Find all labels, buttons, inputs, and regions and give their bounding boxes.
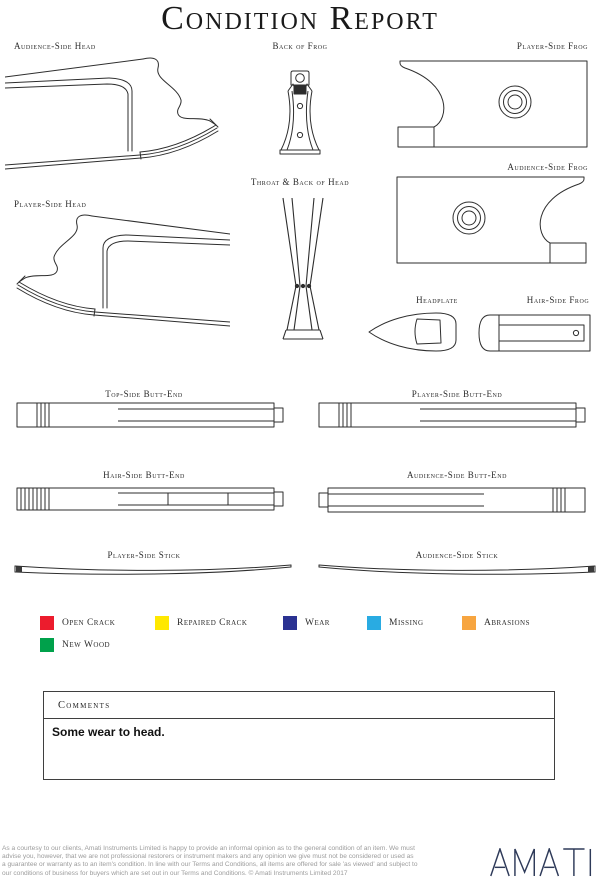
disclaimer-line: advise you, however, that we are not professional restorers or instrument makers and any opinion we give must not be considered or used as (2, 853, 414, 861)
abrasions-swatch (462, 616, 476, 630)
throat-back-of-head-drawing (273, 196, 333, 342)
label-player-side-butt-end: Player-Side Butt-End (411, 389, 503, 399)
player-side-butt-end-drawing (318, 402, 586, 428)
page-title: Condition Report (161, 0, 439, 37)
legend-item-wear (283, 616, 330, 630)
open-crack-swatch (40, 616, 54, 630)
legend-label-missing: Missing (389, 618, 424, 628)
label-top-side-butt-end: Top-Side Butt-End (105, 389, 183, 399)
label-player-side-head: Player-Side Head (14, 199, 87, 209)
legend-label-repaired-crack: Repaired Crack (177, 618, 248, 628)
player-side-stick-drawing (12, 562, 294, 578)
repaired-crack-swatch (155, 616, 169, 630)
legend-label-new-wood: New Wood (62, 640, 111, 650)
back-of-frog-drawing (278, 70, 322, 156)
label-audience-side-butt-end: Audience-Side Butt-End (406, 470, 507, 480)
label-player-side-frog: Player-Side Frog (516, 41, 588, 51)
comments-box (43, 691, 555, 780)
label-hair-side-frog: Hair-Side Frog (526, 295, 590, 305)
audience-side-head-drawing (5, 57, 227, 171)
legend-item-repaired-crack (155, 616, 247, 630)
label-hair-side-butt-end: Hair-Side Butt-End (103, 470, 185, 480)
legend-item-open-crack (40, 616, 115, 630)
legend-item-new-wood (40, 638, 110, 652)
player-side-frog-drawing (396, 60, 588, 148)
legend-label-open-crack: Open Crack (62, 618, 116, 628)
hair-side-frog-drawing (477, 314, 592, 352)
amati-logo-letters (486, 848, 598, 877)
legend-item-abrasions (462, 616, 530, 630)
disclaimer-text (2, 845, 418, 878)
legend-item-missing (367, 616, 424, 630)
label-player-side-stick: Player-Side Stick (107, 550, 181, 560)
wear-swatch (283, 616, 297, 630)
amati-logo (486, 848, 598, 880)
player-side-head-drawing (8, 214, 230, 328)
label-back-of-frog: Back of Frog (272, 41, 328, 51)
audience-side-butt-end-drawing (318, 487, 586, 513)
label-audience-side-head: Audience-Side Head (14, 41, 96, 51)
audience-side-stick-drawing (316, 562, 598, 578)
legend-label-abrasions: Abrasions (484, 618, 530, 628)
headplate-drawing (368, 311, 458, 353)
disclaimer-line: a guarantee or warranty as to an item's condition. In line with our Terms and Conditions, all items are offered for sale 'as viewed' and subject to (2, 861, 418, 869)
label-headplate: Headplate (416, 295, 458, 305)
label-audience-side-frog: Audience-Side Frog (507, 162, 588, 172)
disclaimer-line: As a courtesy to our clients, Amati Instruments Limited is happy to provide an informal opinion as to the general condition of an item. We must (2, 845, 415, 852)
legend-label-wear: Wear (305, 618, 330, 628)
comments-heading: Comments (44, 692, 554, 719)
label-audience-side-stick: Audience-Side Stick (415, 550, 499, 560)
label-throat-back-of-head: Throat & Back of Head (250, 177, 350, 187)
top-side-butt-end-drawing (16, 402, 284, 428)
comments-text: Some wear to head. (52, 725, 165, 739)
missing-swatch (367, 616, 381, 630)
audience-side-frog-drawing (396, 176, 588, 264)
disclaimer-line: our conditions of business for buyers which are set out in our Terms and Conditions. © Amati Instruments Limited 2017 (2, 869, 348, 877)
new-wood-swatch (40, 638, 54, 652)
hair-side-butt-end-drawing (16, 487, 284, 511)
